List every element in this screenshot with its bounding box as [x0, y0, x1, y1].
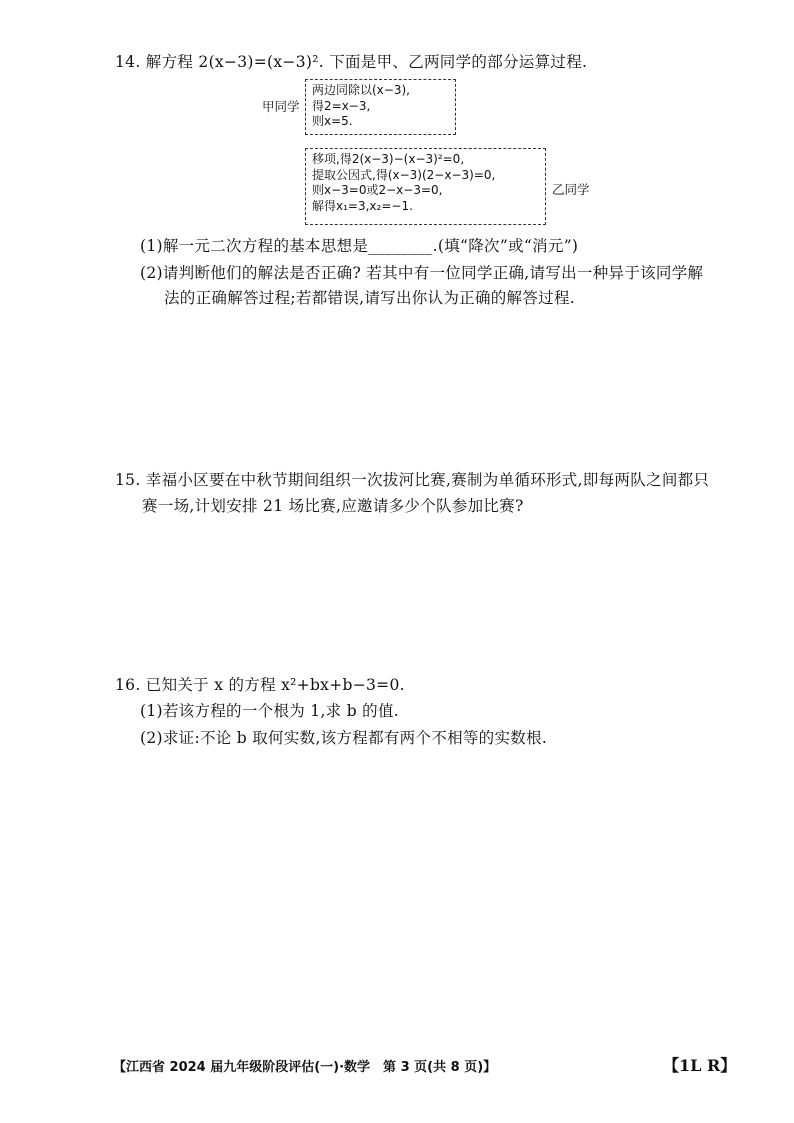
paper-code: 【1L R】: [663, 1056, 737, 1075]
yi-work-box: [305, 148, 546, 225]
q16-part2: (2)求证:不论 b 取何实数,该方程都有两个不相等的实数根.: [140, 729, 548, 747]
jia-line: 得2=x−3,: [312, 98, 371, 113]
q15-line1: 15. 幸福小区要在中秋节期间组织一次拔河比赛,赛制为单循环形式,即每两队之间都只: [115, 471, 710, 489]
q14-part2-line1: (2)请判断他们的解法是否正确? 若其中有一位同学正确,请写出一种异于该同学解: [140, 264, 704, 282]
yi-line: 则x−3=0或2−x−3=0,: [312, 183, 443, 197]
q14-stem: 14. 解方程 2(x−3)=(x−3)². 下面是甲、乙两同学的部分运算过程.: [115, 53, 588, 71]
q15-line2: 赛一场,计划安排 21 场比赛,应邀请多少个队参加比赛?: [142, 497, 524, 515]
q16-stem: 16. 已知关于 x 的方程 x²+bx+b−3=0.: [115, 676, 405, 694]
page-footer: 【江西省 2024 届九年级阶段评估(一)·数学 第 3 页(共 8 页)】: [113, 1060, 497, 1075]
yi-line: 提取公因式,得(x−3)(2−x−3)=0,: [312, 167, 496, 182]
jia-label: 甲同学: [262, 99, 300, 114]
q16-part1: (1)若该方程的一个根为 1,求 b 的值.: [140, 702, 399, 720]
q14-part1: (1)解一元二次方程的基本思想是________.(填“降次”或“消元”): [140, 237, 579, 255]
q14-part2-line2: 法的正确解答过程;若都错误,请写出你认为正确的解答过程.: [164, 289, 575, 307]
jia-line: 则x=5.: [312, 114, 353, 128]
yi-line: 解得x₁=3,x₂=−1.: [312, 198, 413, 213]
yi-line: 移项,得2(x−3)−(x−3)²=0,: [312, 152, 465, 166]
yi-label: 乙同学: [552, 182, 590, 197]
jia-work-box: [305, 79, 456, 135]
jia-line: 两边同除以(x−3),: [312, 83, 410, 97]
